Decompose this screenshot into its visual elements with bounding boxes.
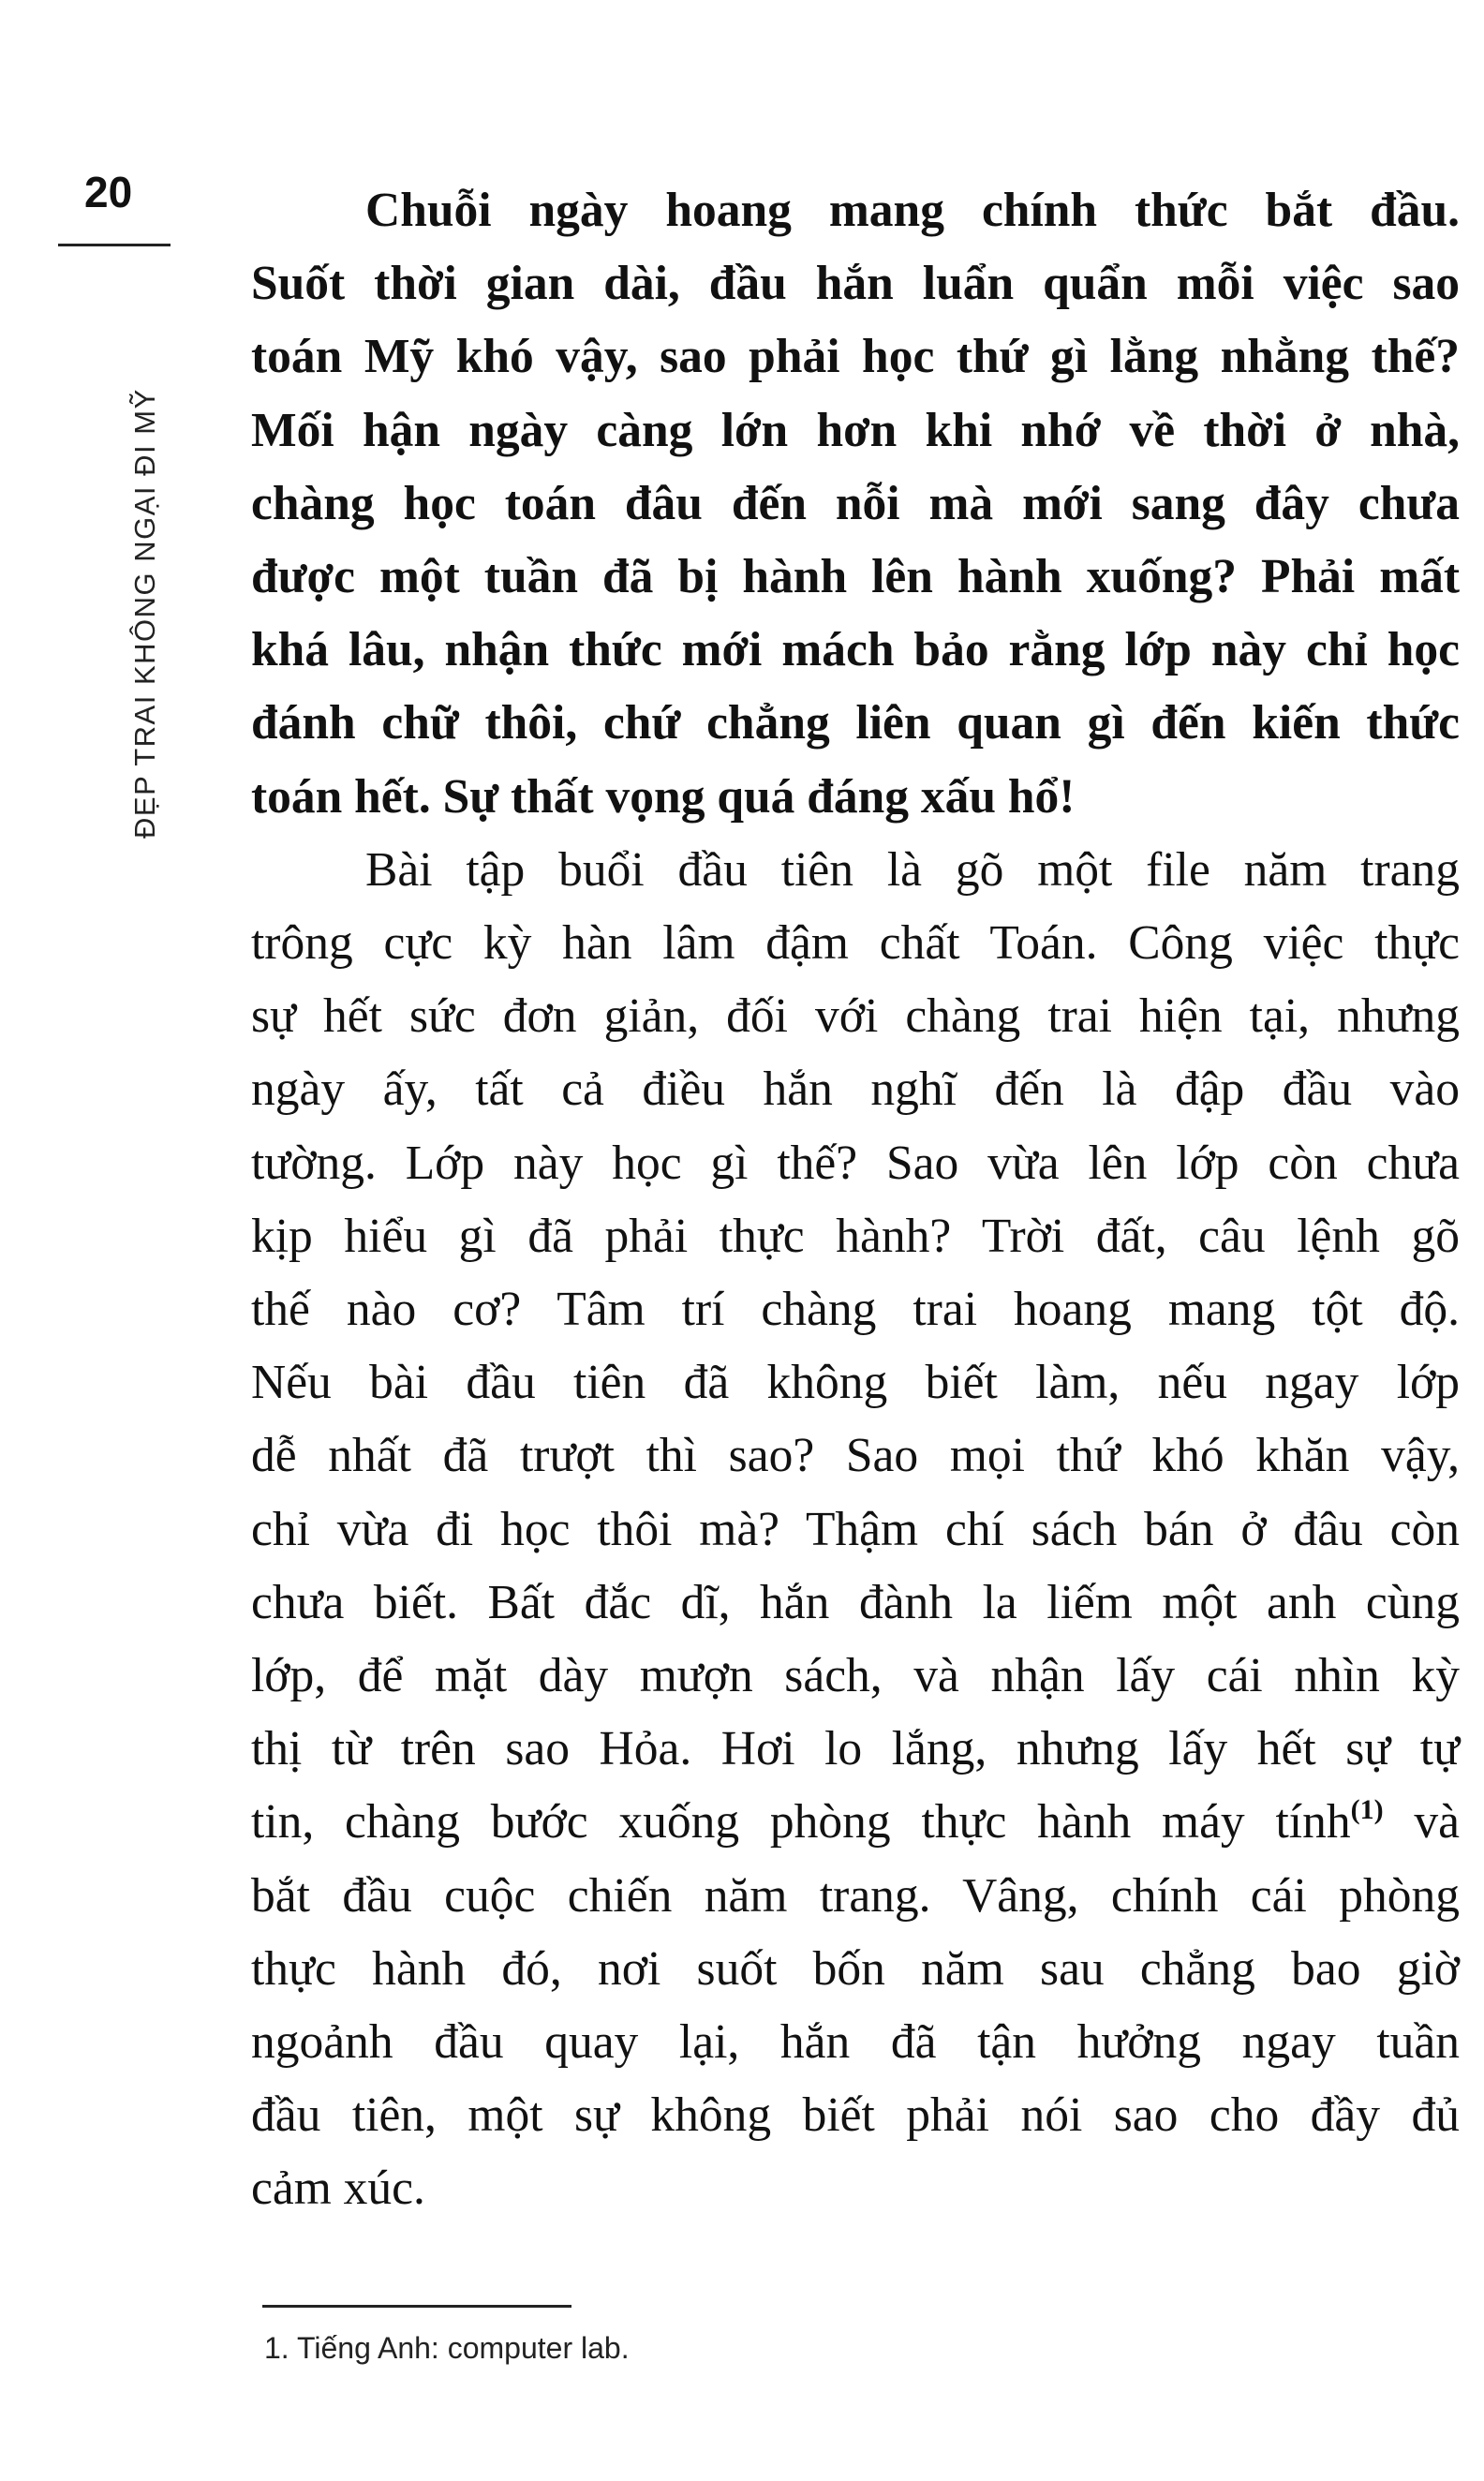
text-line: ngoảnh đầu quay lại, hắn đã tận hưởng ngay tuần bbox=[251, 2015, 1460, 2070]
text-line: chàng học toán đâu đến nỗi mà mới sang đây chưa bbox=[251, 476, 1460, 530]
text-line: sự hết sức đơn giản, đối với chàng trai hiện tại, nhưng bbox=[251, 989, 1460, 1044]
text-line: Mối hận ngày càng lớn hơn khi nhớ về thời ở nhà, bbox=[251, 403, 1460, 457]
text-line: thị từ trên sao Hỏa. Hơi lo lắng, nhưng lấy hết sự tự bbox=[251, 1722, 1460, 1776]
footnote: 1. Tiếng Anh: computer lab. bbox=[264, 2331, 630, 2365]
paragraph-1 bbox=[251, 174, 1460, 834]
text-line: đánh chữ thôi, chứ chẳng liên quan gì đến kiến thức bbox=[251, 696, 1460, 750]
footnote-rule bbox=[262, 2305, 571, 2308]
text-line: trông cực kỳ hàn lâm đậm chất Toán. Công việc thực bbox=[251, 916, 1460, 971]
text-line: toán Mỹ khó vậy, sao phải học thứ gì lằng nhằng thế? bbox=[251, 330, 1460, 384]
text-line: dễ nhất đã trượt thì sao? Sao mọi thứ khó khăn vậy, bbox=[251, 1429, 1460, 1483]
text-line: lớp, để mặt dày mượn sách, và nhận lấy cái nhìn kỳ bbox=[251, 1649, 1460, 1703]
text-line: đầu tiên, một sự không biết phải nói sao cho đầy đủ bbox=[251, 2088, 1460, 2143]
text-line: tường. Lớp này học gì thế? Sao vừa lên lớp còn chưa bbox=[251, 1136, 1460, 1190]
text-line: được một tuần đã bị hành lên hành xuống? Phải mất bbox=[251, 550, 1460, 604]
text-line: khá lâu, nhận thức mới mách bảo rằng lớp này chỉ học bbox=[251, 623, 1460, 677]
text-line: ngày ấy, tất cả điều hắn nghĩ đến là đập đầu vào bbox=[251, 1062, 1460, 1117]
text-line: Chuỗi ngày hoang mang chính thức bắt đầu. bbox=[365, 184, 1460, 237]
running-title: ĐẸP TRAI KHÔNG NGẠI ĐI MỸ bbox=[128, 388, 161, 839]
text-line: bắt đầu cuộc chiến năm trang. Vâng, chính cái phòng bbox=[251, 1868, 1460, 1923]
text-line: chưa biết. Bất đắc dĩ, hắn đành la liếm một anh cùng bbox=[251, 1575, 1460, 1629]
text-line: chỉ vừa đi học thôi mà? Thậm chí sách bán ở đâu còn bbox=[251, 1502, 1460, 1556]
text-line: thực hành đó, nơi suốt bốn năm sau chẳng bao giờ bbox=[251, 1941, 1460, 1996]
page-number: 20 bbox=[84, 168, 133, 216]
text-line: Bài tập buổi đầu tiên là gõ một file năm trang bbox=[365, 842, 1460, 897]
text-line: kịp hiểu gì đã phải thực hành? Trời đất, câu lệnh gõ bbox=[251, 1209, 1460, 1263]
line-text-tail: và bbox=[1383, 1795, 1461, 1850]
footnote-marker: (1) bbox=[1350, 1794, 1384, 1826]
body-text bbox=[251, 174, 1460, 2226]
header-rule bbox=[58, 244, 171, 246]
line-text: tin, chàng bước xuống phòng thực hành máy tính bbox=[251, 1795, 1351, 1850]
text-line: Nếu bài đầu tiên đã không biết làm, nếu ngay lớp bbox=[251, 1356, 1460, 1410]
text-line: thế nào cơ? Tâm trí chàng trai hoang mang tột độ. bbox=[251, 1283, 1460, 1337]
text-line: toán hết. Sự thất vọng quá đáng xấu hổ! bbox=[251, 769, 1076, 824]
text-line: cảm xúc. bbox=[251, 2162, 425, 2216]
paragraph-2 bbox=[251, 834, 1460, 2226]
text-line: Suốt thời gian dài, đầu hắn luẩn quẩn mỗi việc sao bbox=[251, 257, 1460, 311]
text-line-with-footnote bbox=[251, 1786, 1460, 1859]
